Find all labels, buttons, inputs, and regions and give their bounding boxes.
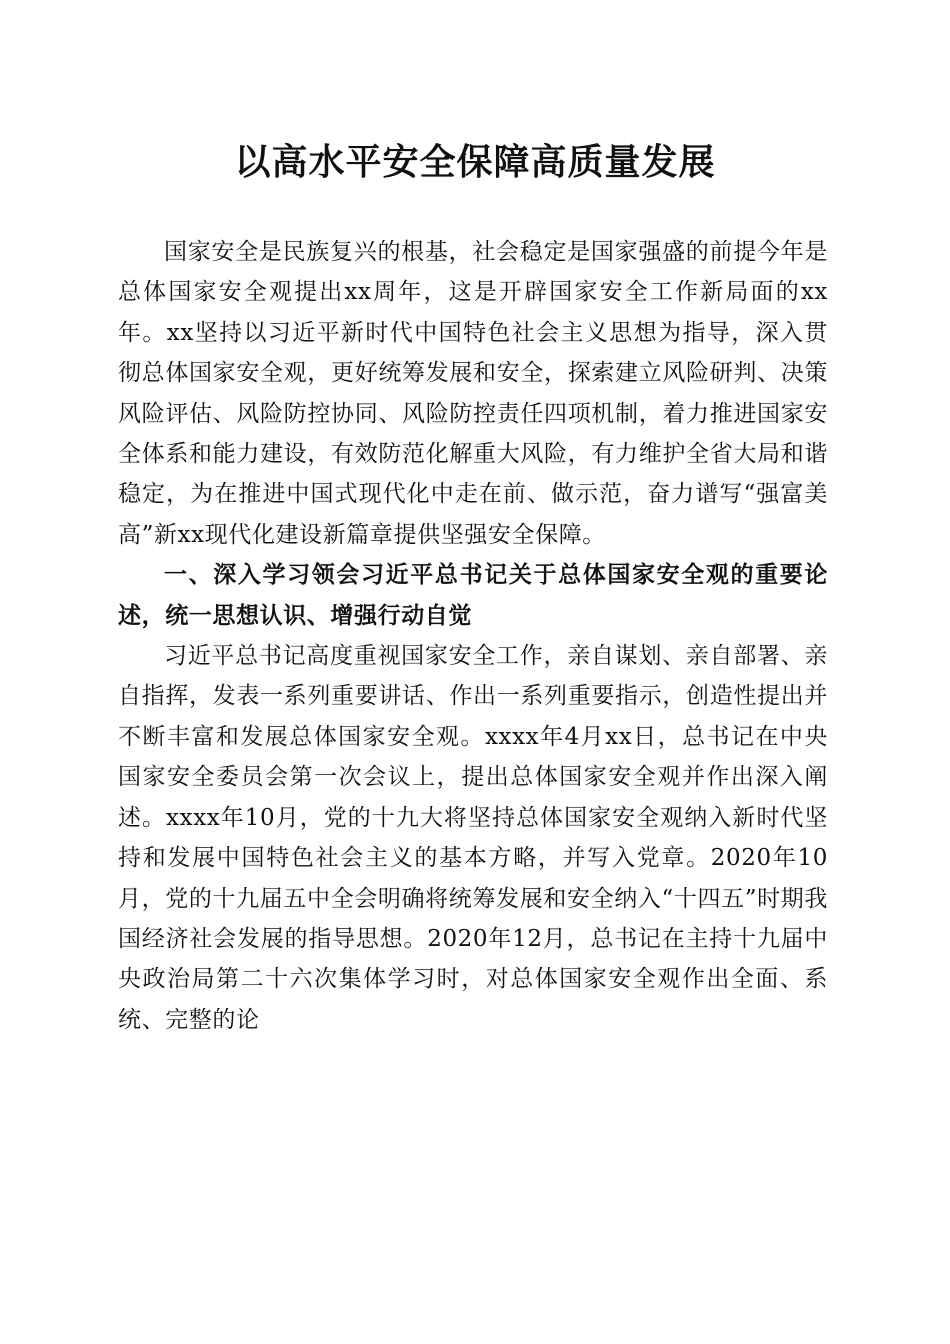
body-paragraph-intro: 国家安全是民族复兴的根基，社会稳定是国家强盛的前提今年是总体国家安全观提出xx周年，这是开辟国家安全工作新局面的xx年。xx坚持以习近平新时代中国特色社会主义思想为指导，深入贯彻总体国家安全观，更好统筹发展和安全，探索建立风险研判、决策风险评估、风险防控协同、风险防控责任四项机制，着力推进国家安全体系和能力建设，有效防范化解重大风险，有力维护全省大局和谐稳定，为在推进中国式现代化中走在前、做示范，奋力谱写“强富美高”新xx现代化建设新篇章提供坚强安全保障。 [118, 239, 828, 548]
section-heading-1: 一、深入学习领会习近平总书记关于总体国家安全观的重要论述，统一思想认识、增强行动自觉 [118, 562, 828, 629]
document-title: 以高水平安全保障高质量发展 [234, 141, 716, 183]
document-body [118, 232, 828, 1040]
body-paragraph-section-1: 习近平总书记高度重视国家安全工作，亲自谋划、亲自部署、亲自指挥，发表一系列重要讲话、作出一系列重要指示，创造性提出并不断丰富和发展总体国家安全观。xxxx年4月xx日，总书记在中央国家安全委员会第一次会议上，提出总体国家安全观并作出深入阐述。xxxx年10月，党的十九大将坚持总体国家安全观纳入新时代坚持和发展中国特色社会主义的基本方略，并写入党章。2020年10月，党的十九届五中全会明确将统筹发展和安全纳入“十四五”时期我国经济社会发展的指导思想。2020年12月，总书记在主持十九届中央政治局第二十六次集体学习时，对总体国家安全观作出全面、系统、完整的论 [118, 643, 828, 1033]
